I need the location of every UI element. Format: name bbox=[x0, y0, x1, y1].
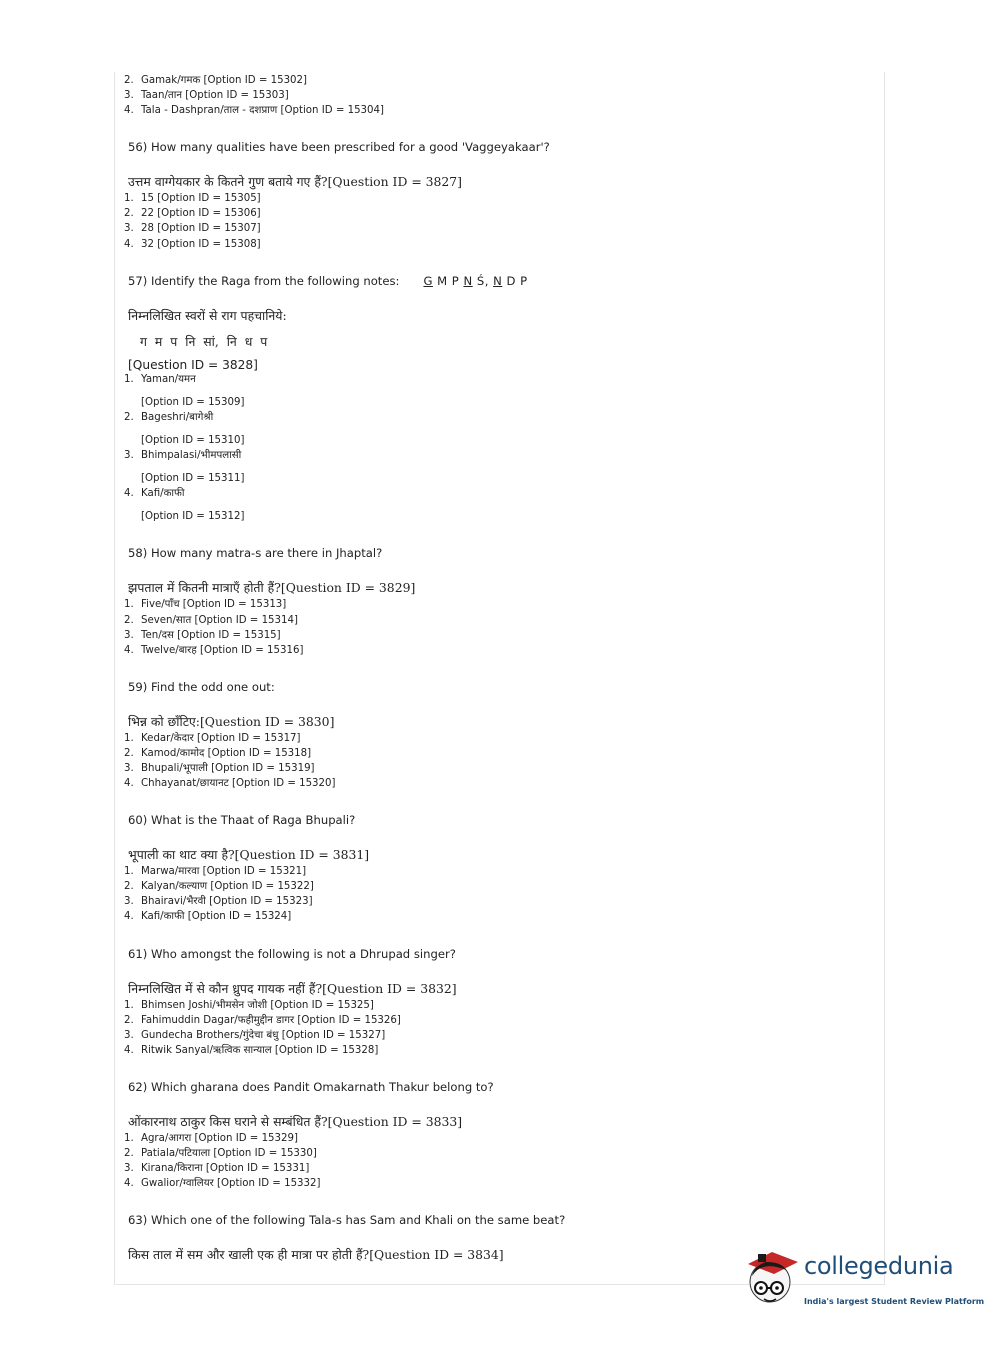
option-item: 3. Kirana/किराना [Option ID = 15331] bbox=[124, 1163, 310, 1175]
page-border-left bbox=[114, 72, 115, 1284]
option-item: 3. Gundecha Brothers/गुंदेचा बंधु [Option ID = 15327] bbox=[124, 1029, 386, 1041]
option-item: 4. Twelve/बारह [Option ID = 15316] bbox=[124, 644, 304, 656]
option-item: 1. Marwa/मारवा [Option ID = 15321] bbox=[124, 866, 307, 878]
question-62-hindi: ओंकारनाथ ठाकुर किस घराने से सम्बंधित हैं?[Question ID = 3833] bbox=[128, 1113, 463, 1129]
option-item: 4. Kafi/काफी [Option ID = 15324] bbox=[124, 911, 292, 923]
question-58-english: 58) How many matra-s are there in Jhaptal? bbox=[128, 546, 383, 561]
option-id: [Option ID = 15311] bbox=[141, 473, 245, 485]
option-id: [Option ID = 15310] bbox=[141, 434, 245, 446]
option-id: [Option ID = 15312] bbox=[141, 511, 245, 523]
option-item: 1. Agra/आगरा [Option ID = 15329] bbox=[124, 1132, 298, 1144]
option-item: 1. Bhimsen Joshi/भीमसेन जोशी [Option ID = 15325] bbox=[124, 999, 374, 1011]
option-item: 2. Fahimuddin Dagar/फहीमुद्दीन डागर [Option ID = 15326] bbox=[124, 1014, 401, 1026]
question-57-english: 57) Identify the Raga from the following notes: G M P N Ś, N D P bbox=[128, 273, 528, 288]
question-paper-content bbox=[124, 73, 874, 1264]
question-56-english: 56) How many qualities have been prescribed for a good 'Vaggeyakaar'? bbox=[128, 140, 550, 155]
option-item: 1. Yaman/यमन bbox=[124, 373, 196, 385]
swara-notes-hindi: ग म प नि सां, नि ध प bbox=[140, 333, 268, 349]
option-item: 3. Bhairavi/भैरवी [Option ID = 15323] bbox=[124, 896, 313, 908]
collegedunia-logo[interactable] bbox=[742, 1246, 985, 1318]
question-60-hindi: भूपाली का थाट क्या है?[Question ID = 3831] bbox=[128, 847, 370, 863]
question-61-english: 61) Who amongst the following is not a Dhrupad singer? bbox=[128, 946, 456, 961]
question-60-english: 60) What is the Thaat of Raga Bhupali? bbox=[128, 813, 356, 828]
option-item: 2. Seven/सात [Option ID = 15314] bbox=[124, 614, 298, 626]
question-59-hindi: भिन्न को छाँटिए:[Question ID = 3830] bbox=[128, 713, 335, 729]
option-item: 4. Gwalior/ग्वालियर [Option ID = 15332] bbox=[124, 1178, 321, 1190]
option-item: 4. 32 [Option ID = 15308] bbox=[124, 238, 261, 250]
option-item: 3. Taan/तान [Option ID = 15303] bbox=[124, 90, 289, 102]
option-id: [Option ID = 15309] bbox=[141, 396, 245, 408]
option-item: 2. Bageshri/बागेश्री bbox=[124, 411, 214, 423]
question-63-hindi: किस ताल में सम और खाली एक ही मात्रा पर होती हैं?[Question ID = 3834] bbox=[128, 1247, 504, 1263]
option-item: 2. Kamod/कामोद [Option ID = 15318] bbox=[124, 747, 312, 759]
swara-notes: G M P N Ś, N D P bbox=[423, 273, 528, 288]
question-57-hindi: निम्नलिखित स्वरों से राग पहचानिये: bbox=[128, 307, 287, 323]
question-56-hindi: उत्तम वाग्गेयकार के कितने गुण बताये गए हैं?[Question ID = 3827] bbox=[128, 174, 463, 190]
brand-tagline: India's largest Student Review Platform bbox=[804, 1297, 985, 1306]
option-item: 2. 22 [Option ID = 15306] bbox=[124, 208, 261, 220]
question-62-english: 62) Which gharana does Pandit Omakarnath Thakur belong to? bbox=[128, 1079, 494, 1094]
option-item: 3. Ten/दस [Option ID = 15315] bbox=[124, 629, 281, 641]
option-item: 3. Bhimpalasi/भीमपलासी bbox=[124, 450, 242, 462]
option-item: 1. Kedar/केदार [Option ID = 15317] bbox=[124, 732, 301, 744]
page-border-right bbox=[884, 72, 885, 1284]
option-item: 2. Gamak/गमक [Option ID = 15302] bbox=[124, 75, 307, 86]
carry-options bbox=[124, 73, 874, 118]
option-item: 1. Five/पाँच [Option ID = 15313] bbox=[124, 599, 287, 611]
option-item: 4. Ritwik Sanyal/ऋत्विक सान्याल [Option ID = 15328] bbox=[124, 1044, 379, 1056]
option-item: 3. Bhupali/भूपाली [Option ID = 15319] bbox=[124, 762, 315, 774]
option-item: 4. Tala - Dashpran/ताल - दशप्राण [Option ID = 15304] bbox=[124, 105, 384, 117]
option-item: 2. Patiala/पटियाला [Option ID = 15330] bbox=[124, 1148, 317, 1159]
question-58-hindi: झपताल में कितनी मात्राएँ होती हैं?[Question ID = 3829] bbox=[128, 580, 416, 596]
option-item: 4. Kafi/काफी bbox=[124, 488, 185, 500]
option-item: 2. Kalyan/कल्याण [Option ID = 15322] bbox=[124, 881, 314, 893]
option-item: 1. 15 [Option ID = 15305] bbox=[124, 193, 261, 205]
question-id: [Question ID = 3828] bbox=[128, 357, 258, 372]
question-63-english: 63) Which one of the following Tala-s has Sam and Khali on the same beat? bbox=[128, 1213, 566, 1228]
option-item: 3. 28 [Option ID = 15307] bbox=[124, 223, 261, 235]
mascot-icon bbox=[742, 1246, 802, 1310]
question-59-english: 59) Find the odd one out: bbox=[128, 679, 275, 694]
option-item: 4. Chhayanat/छायानट [Option ID = 15320] bbox=[124, 778, 336, 790]
brand-name: collegedunia bbox=[804, 1252, 954, 1280]
question-61-hindi: निम्नलिखित में से कौन ध्रुपद गायक नहीं हैं?[Question ID = 3832] bbox=[128, 980, 457, 996]
